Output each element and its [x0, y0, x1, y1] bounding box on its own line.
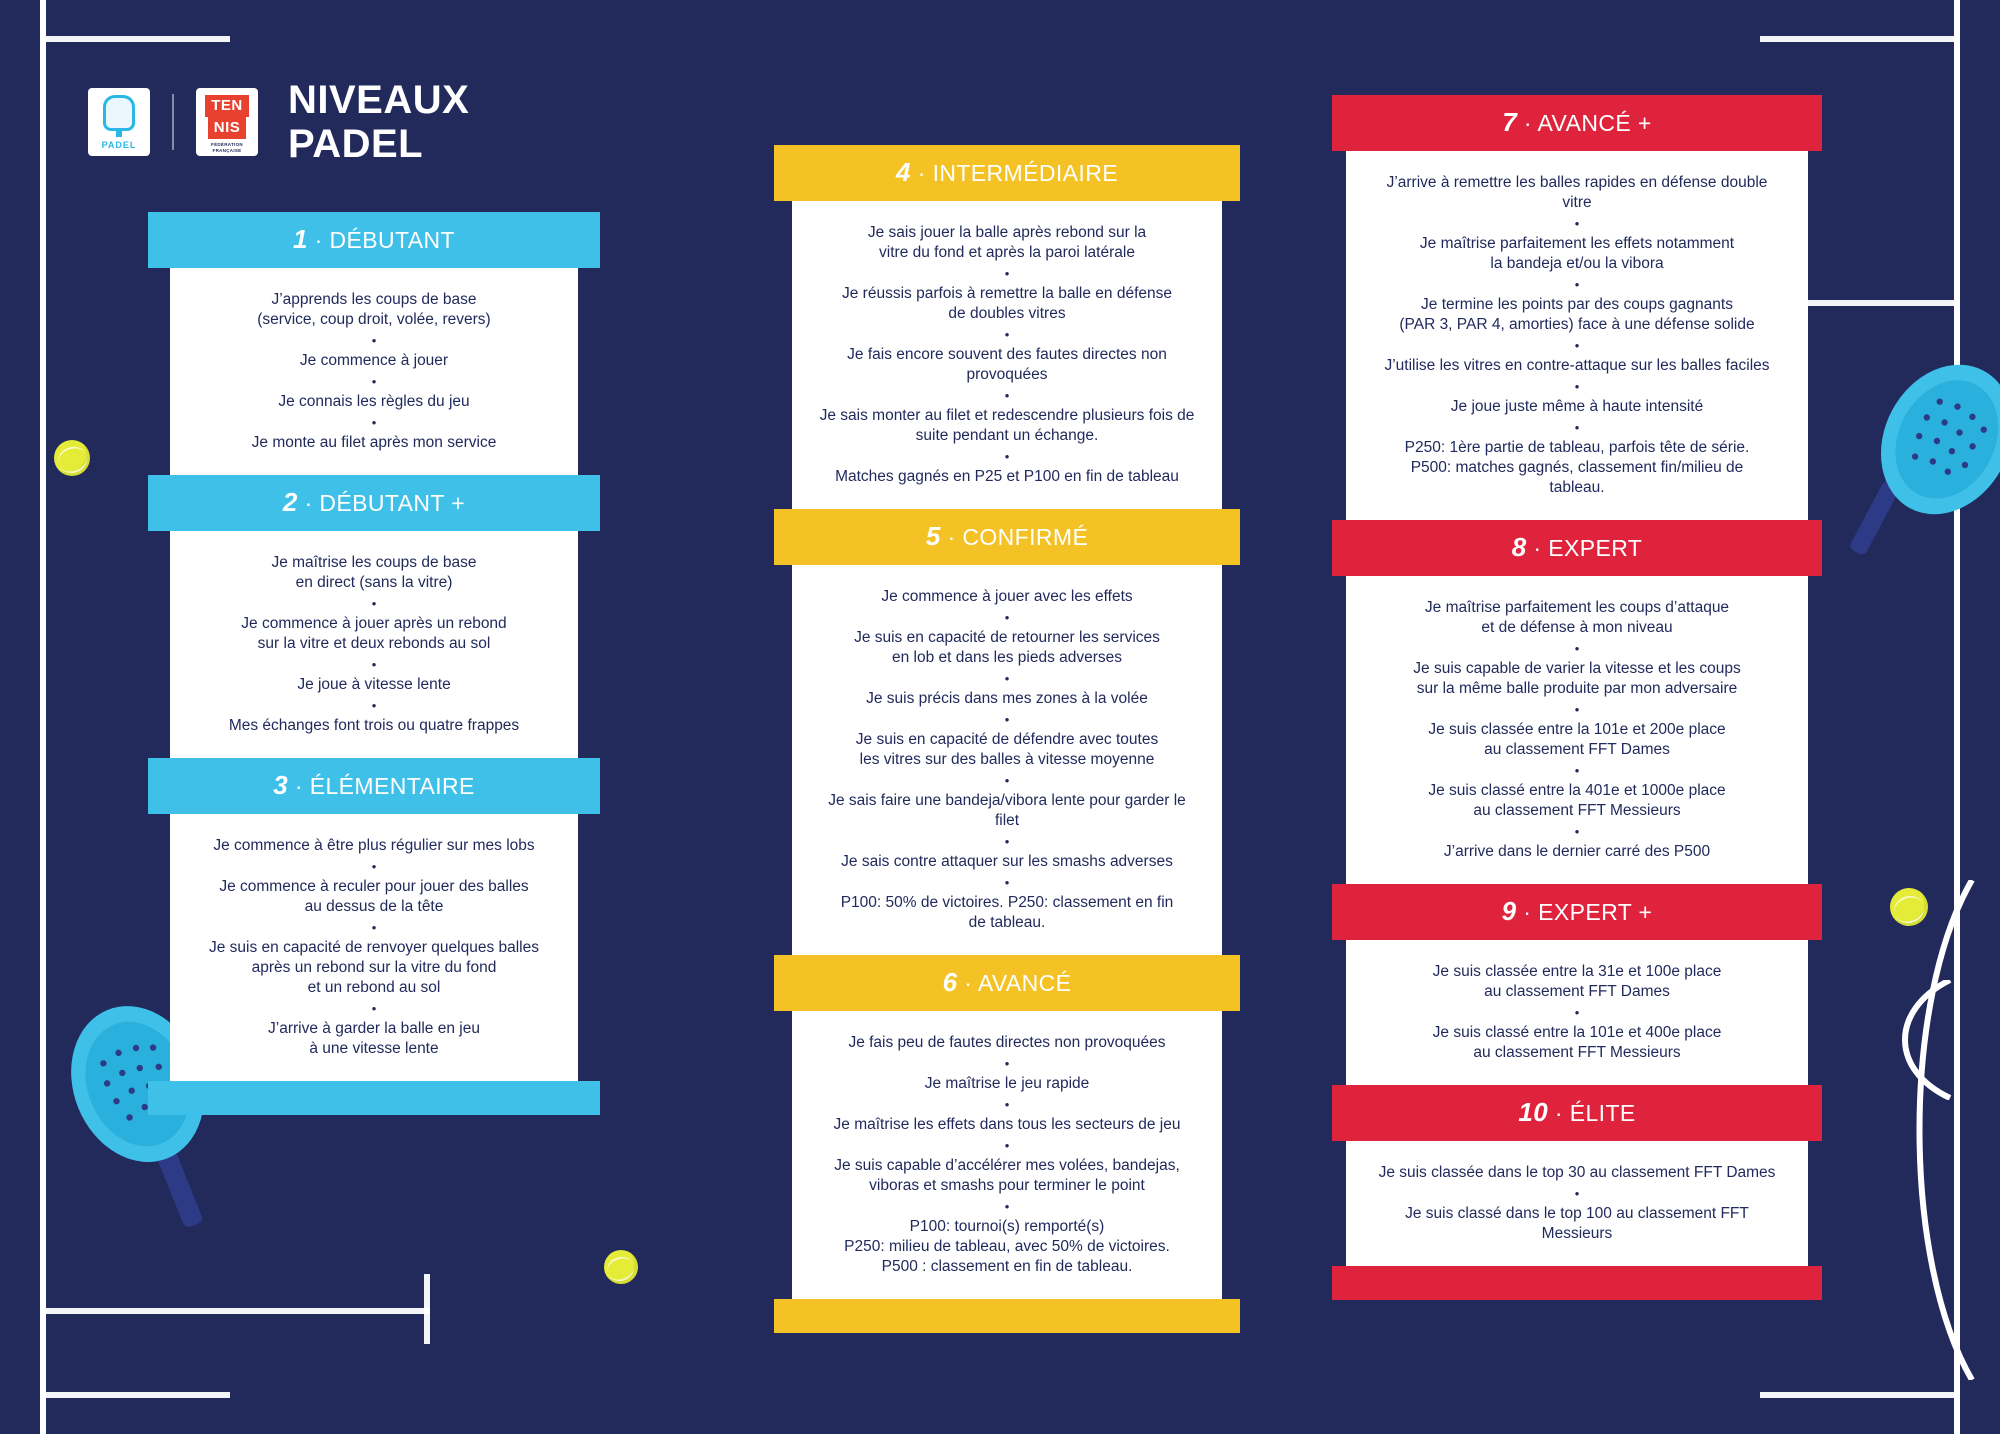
- level-item: Je suis capable d’accélérer mes volées, bandejas, viboras et smashs pour terminer le point: [834, 1157, 1180, 1194]
- level-separator: ·: [957, 970, 978, 996]
- level-header: [774, 145, 1240, 201]
- level-number: 9: [1501, 896, 1517, 926]
- item-separator-dot: •: [1004, 388, 1010, 403]
- level-separator: ·: [910, 160, 933, 186]
- level-block: [774, 509, 1240, 955]
- level-body: [792, 565, 1222, 955]
- court-line-bottom-left: [40, 1308, 430, 1314]
- level-item: Je suis en capacité de défendre avec toutes les vitres sur des balles à vitesse moyenne: [855, 731, 1159, 768]
- item-separator-dot: •: [1574, 641, 1580, 656]
- item-separator-dot: •: [1574, 763, 1580, 778]
- level-name: INTERMÉDIAIRE: [932, 160, 1118, 186]
- level-body: [1346, 576, 1808, 884]
- level-block: [148, 212, 600, 475]
- level-name: ÉLÉMENTAIRE: [309, 773, 475, 799]
- levels-column-beginner: [148, 212, 600, 1115]
- level-item: Je sais jouer la balle après rebond sur la vitre du fond et après la paroi latérale: [867, 224, 1147, 261]
- level-item: Je suis classé dans le top 100 au classement FFT Messieurs: [1405, 1205, 1749, 1242]
- level-number: 1: [293, 224, 308, 254]
- court-line-bottom-left-frame: [40, 1392, 230, 1398]
- level-block: [774, 955, 1240, 1333]
- item-separator-dot: •: [1574, 277, 1580, 292]
- level-item: Je termine les points par des coups gagnants (PAR 3, PAR 4, amorties) face à une défense solide: [1399, 296, 1755, 333]
- padel-logo: [88, 88, 150, 156]
- level-body: [170, 268, 578, 475]
- level-item: Je fais peu de fautes directes non provoquées: [848, 1034, 1166, 1051]
- level-item: Je suis classée entre la 31e et 100e place au classement FFT Dames: [1432, 963, 1722, 1000]
- level-body: [792, 201, 1222, 509]
- level-item: Je suis classée dans le top 30 au classement FFT Dames: [1378, 1164, 1776, 1181]
- level-item: Je monte au filet après mon service: [251, 434, 497, 451]
- level-item: Je sais monter au filet et redescendre plusieurs fois de suite pendant un échange.: [819, 407, 1195, 444]
- item-separator-dot: •: [371, 374, 377, 389]
- item-separator-dot: •: [1004, 449, 1010, 464]
- level-name: DÉBUTANT +: [319, 490, 466, 516]
- level-item: J’apprends les coups de base (service, coup droit, volée, revers): [257, 291, 491, 328]
- item-separator-dot: •: [1574, 420, 1580, 435]
- tennis-ball-left: [54, 440, 90, 476]
- level-number: 2: [282, 487, 298, 517]
- item-separator-dot: •: [1004, 875, 1010, 890]
- level-item: Je maîtrise les coups de base en direct (sans la vitre): [271, 554, 477, 591]
- level-item: P100: tournoi(s) remporté(s) P250: milieu de tableau, avec 50% de victoires. P500 : classement en fin de tableau.: [844, 1218, 1170, 1275]
- level-item: P100: 50% de victoires. P250: classement en fin de tableau.: [840, 894, 1174, 931]
- level-item: Mes échanges font trois ou quatre frappes: [228, 717, 520, 734]
- page-title: [280, 78, 469, 166]
- level-number: 10: [1518, 1097, 1549, 1127]
- level-item: Je suis en capacité de retourner les services en lob et dans les pieds adverses: [854, 629, 1160, 666]
- fft-logo-line1: TEN: [205, 95, 249, 117]
- item-separator-dot: •: [1004, 834, 1010, 849]
- level-item: Je suis en capacité de renvoyer quelques balles après un rebond sur la vitre du fond et un rebond au sol: [208, 939, 539, 996]
- item-separator-dot: •: [1004, 1097, 1010, 1112]
- level-separator: ·: [940, 524, 963, 550]
- level-block: [1332, 1085, 1822, 1300]
- level-header: [148, 475, 600, 531]
- level-body: [1346, 1141, 1808, 1266]
- level-item: Je réussis parfois à remettre la balle en défense de doubles vitres: [842, 285, 1172, 322]
- court-curve-right: [1862, 880, 1982, 1380]
- tennis-ball-bottom: [604, 1250, 638, 1284]
- level-item: Je suis classé entre la 401e et 1000e place au classement FFT Messieurs: [1428, 782, 1726, 819]
- level-item: Je sais faire une bandeja/vibora lente pour garder le filet: [828, 792, 1186, 829]
- level-item: Je joue juste même à haute intensité: [1450, 398, 1704, 415]
- court-line-bottom-right-frame: [1760, 1392, 1960, 1398]
- level-body: [1346, 151, 1808, 520]
- levels-column-intermediate: [774, 145, 1240, 1333]
- item-separator-dot: •: [1004, 1138, 1010, 1153]
- item-separator-dot: •: [1574, 1005, 1580, 1020]
- level-name: EXPERT: [1548, 535, 1643, 561]
- level-separator: ·: [1517, 110, 1538, 136]
- column-footer-bar: [774, 1299, 1240, 1333]
- item-separator-dot: •: [1004, 1056, 1010, 1071]
- level-separator: ·: [1526, 535, 1549, 561]
- padel-racket-right-icon: [1845, 355, 2000, 605]
- item-separator-dot: •: [371, 698, 377, 713]
- item-separator-dot: •: [371, 859, 377, 874]
- level-item: Je suis classée entre la 101e et 200e place au classement FFT Dames: [1428, 721, 1726, 758]
- level-separator: ·: [288, 773, 310, 799]
- item-separator-dot: •: [371, 657, 377, 672]
- level-header: [148, 212, 600, 268]
- fft-tennis-logo: [196, 88, 258, 156]
- level-header: [1332, 884, 1822, 940]
- court-line-bottom-left-tick: [424, 1274, 430, 1344]
- level-number: 6: [942, 967, 958, 997]
- item-separator-dot: •: [1004, 266, 1010, 281]
- item-separator-dot: •: [1004, 712, 1010, 727]
- level-number: 5: [925, 521, 941, 551]
- level-body: [170, 531, 578, 758]
- level-item: Matches gagnés en P25 et P100 en fin de tableau: [835, 468, 1179, 485]
- level-name: DÉBUTANT: [329, 227, 455, 253]
- level-item: J’arrive à remettre les balles rapides en défense double vitre: [1386, 174, 1768, 211]
- level-item: J’arrive dans le dernier carré des P500: [1443, 843, 1711, 860]
- level-separator: ·: [1548, 1100, 1570, 1126]
- item-separator-dot: •: [1574, 216, 1580, 231]
- level-header: [1332, 95, 1822, 151]
- level-item: Je suis capable de varier la vitesse et les coups sur la même balle produite par mon adversaire: [1413, 660, 1741, 697]
- level-name: AVANCÉ: [977, 970, 1072, 996]
- logo-divider: [172, 94, 174, 150]
- padel-logo-racket-icon: [103, 95, 135, 131]
- level-block: [774, 145, 1240, 509]
- level-number: 4: [896, 157, 911, 187]
- page-title-line2: PADEL: [288, 122, 424, 166]
- level-item: Je commence à reculer pour jouer des balles au dessus de la tête: [219, 878, 529, 915]
- level-separator: ·: [1516, 899, 1539, 925]
- level-number: 8: [1511, 532, 1527, 562]
- padel-logo-label: PADEL: [101, 139, 137, 150]
- level-block: [1332, 520, 1822, 884]
- level-number: 3: [273, 770, 289, 800]
- level-block: [148, 475, 600, 758]
- item-separator-dot: •: [371, 1001, 377, 1016]
- item-separator-dot: •: [1004, 327, 1010, 342]
- level-number: 7: [1502, 107, 1518, 137]
- item-separator-dot: •: [371, 415, 377, 430]
- item-separator-dot: •: [1574, 824, 1580, 839]
- level-separator: ·: [297, 490, 320, 516]
- level-item: Je connais les règles du jeu: [278, 393, 470, 410]
- level-header: [148, 758, 600, 814]
- court-line-left-vertical: [40, 0, 46, 1434]
- fft-logo-line2: NIS: [208, 117, 247, 139]
- level-body: [170, 814, 578, 1081]
- item-separator-dot: •: [371, 596, 377, 611]
- level-block: [1332, 95, 1822, 520]
- level-item: Je maîtrise parfaitement les effets notamment la bandeja et/ou la vibora: [1419, 235, 1735, 272]
- level-name: EXPERT +: [1538, 899, 1653, 925]
- court-line-top-left-corner: [40, 36, 230, 42]
- item-separator-dot: •: [1004, 671, 1010, 686]
- tennis-ball-right: [1890, 888, 1928, 926]
- column-footer-bar: [1332, 1266, 1822, 1300]
- level-block: [1332, 884, 1822, 1085]
- level-header: [1332, 520, 1822, 576]
- level-item: P250: 1ère partie de tableau, parfois tête de série. P500: matches gagnés, classement fin/milieu de tableau.: [1404, 439, 1750, 496]
- level-item: Je maîtrise le jeu rapide: [924, 1075, 1090, 1092]
- level-item: Je maîtrise parfaitement les coups d’attaque et de défense à mon niveau: [1424, 599, 1730, 636]
- level-body: [1346, 940, 1808, 1085]
- level-name: CONFIRMÉ: [962, 524, 1089, 550]
- item-separator-dot: •: [1574, 338, 1580, 353]
- fft-logo-sub: FÉDÉRATION FRANÇAISE: [211, 141, 243, 153]
- column-footer-bar: [148, 1081, 600, 1115]
- item-separator-dot: •: [1004, 610, 1010, 625]
- level-item: J’arrive à garder la balle en jeu à une vitesse lente: [268, 1020, 480, 1057]
- item-separator-dot: •: [1574, 702, 1580, 717]
- level-block: [148, 758, 600, 1115]
- level-item: Je commence à jouer avec les effets: [881, 588, 1133, 605]
- level-item: Je maîtrise les effets dans tous les secteurs de jeu: [833, 1116, 1181, 1133]
- court-line-top-right-corner: [1760, 36, 1960, 42]
- level-item: J’utilise les vitres en contre-attaque sur les balles faciles: [1384, 357, 1770, 374]
- level-header: [774, 509, 1240, 565]
- level-item: Je commence à être plus régulier sur mes lobs: [213, 837, 535, 854]
- level-header: [1332, 1085, 1822, 1141]
- page-title-line1: NIVEAUX: [288, 78, 470, 122]
- item-separator-dot: •: [1574, 1186, 1580, 1201]
- level-item: Je joue à vitesse lente: [297, 676, 451, 693]
- item-separator-dot: •: [371, 333, 377, 348]
- level-item: Je suis classé entre la 101e et 400e place au classement FFT Messieurs: [1432, 1024, 1722, 1061]
- item-separator-dot: •: [1004, 773, 1010, 788]
- level-header: [774, 955, 1240, 1011]
- level-item: Je commence à jouer: [299, 352, 449, 369]
- level-item: Je commence à jouer après un rebond sur la vitre et deux rebonds au sol: [241, 615, 507, 652]
- levels-column-expert: [1332, 95, 1822, 1300]
- level-name: AVANCÉ +: [1537, 110, 1652, 136]
- level-name: ÉLITE: [1569, 1100, 1636, 1126]
- court-curve-right-small: [1880, 980, 1960, 1100]
- level-body: [792, 1011, 1222, 1299]
- level-item: Je sais contre attaquer sur les smashs adverses: [841, 853, 1173, 870]
- level-item: Je suis précis dans mes zones à la volée: [866, 690, 1148, 707]
- level-separator: ·: [307, 227, 330, 253]
- level-item: Je fais encore souvent des fautes directes non provoquées: [847, 346, 1167, 383]
- page-header: [88, 78, 469, 166]
- item-separator-dot: •: [371, 920, 377, 935]
- item-separator-dot: •: [1574, 379, 1580, 394]
- item-separator-dot: •: [1004, 1199, 1010, 1214]
